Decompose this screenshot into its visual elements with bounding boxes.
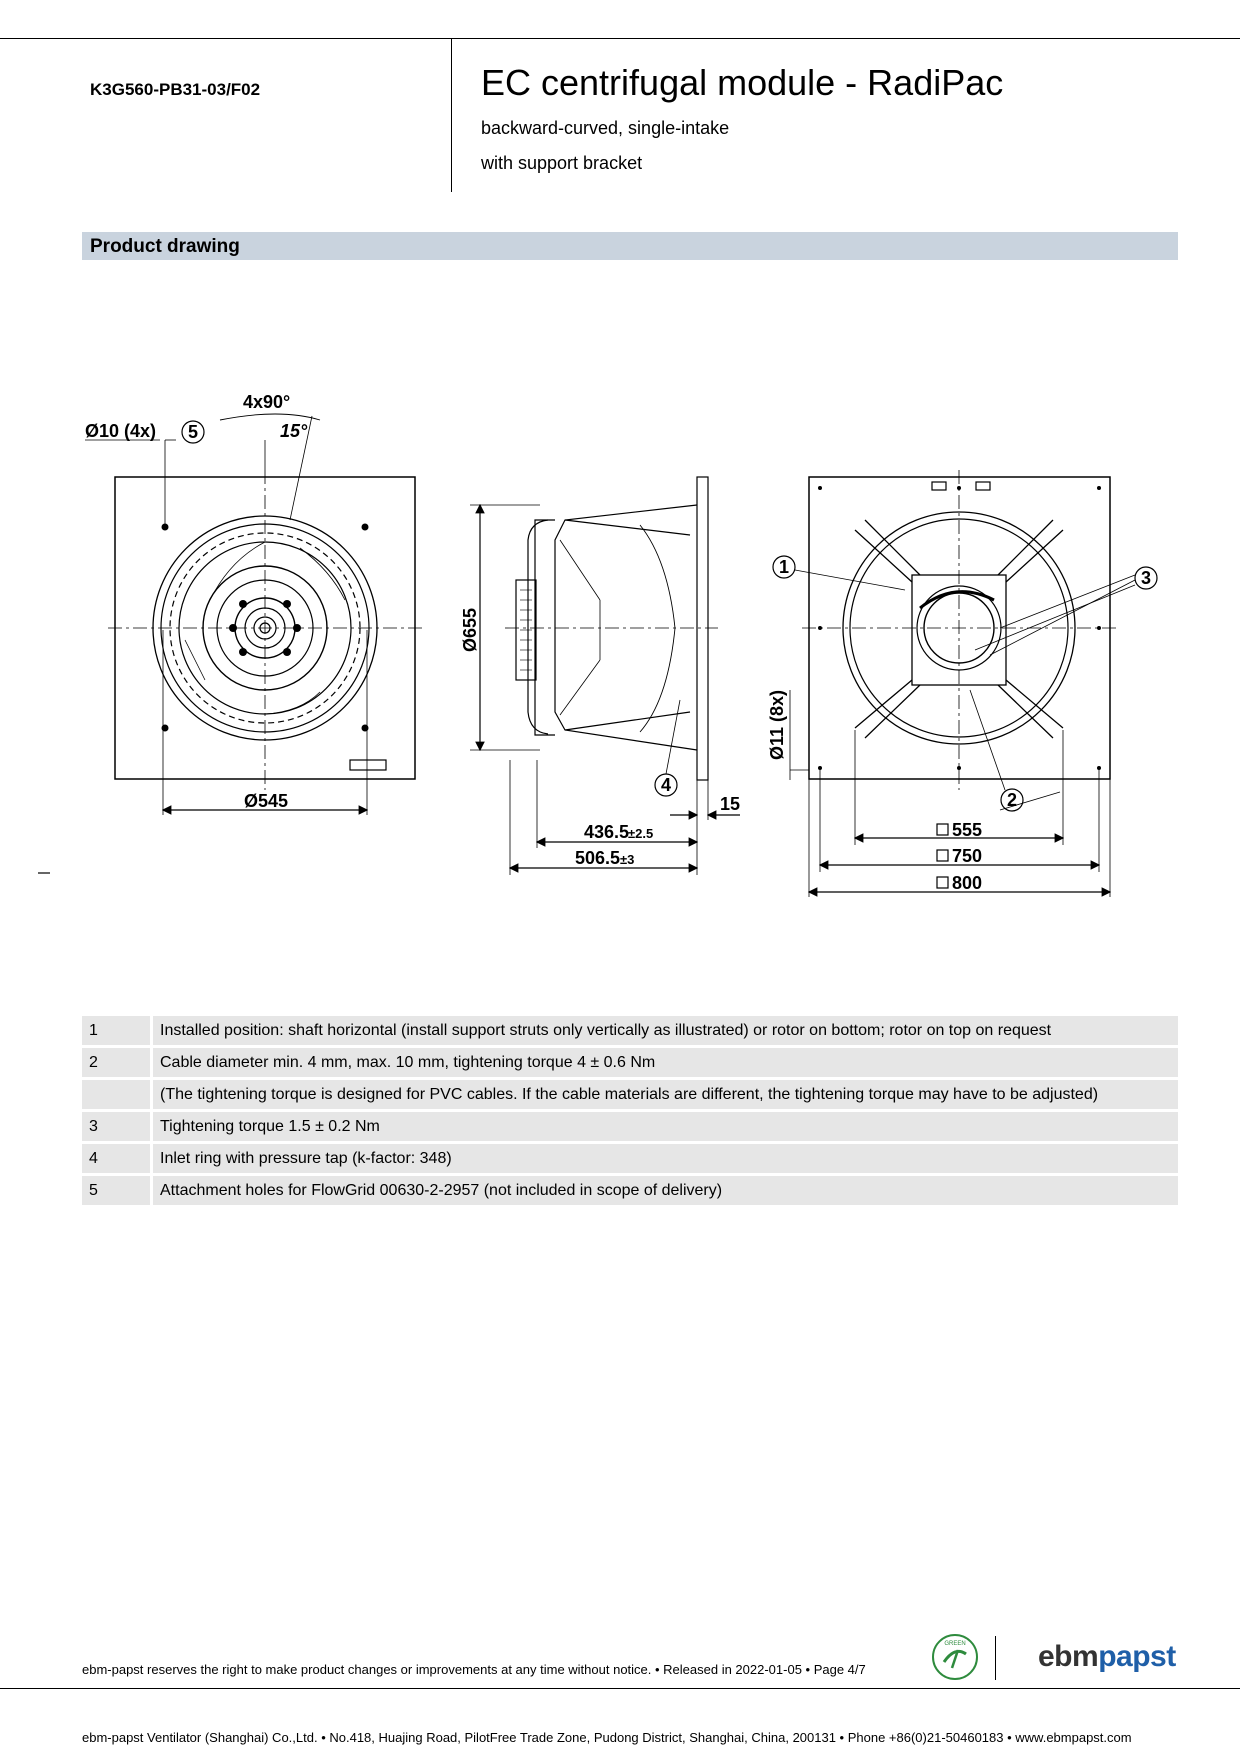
note-number: 1 [82, 1016, 150, 1045]
note-row [82, 1144, 1178, 1173]
note-row [82, 1112, 1178, 1141]
callout-5: 5 [188, 422, 199, 442]
ebmpapst-logo [1038, 1640, 1176, 1674]
note-text: Attachment holes for FlowGrid 00630-2-2957 (not included in scope of delivery) [150, 1176, 1178, 1205]
note-number: 2 [82, 1048, 150, 1077]
note-text: Inlet ring with pressure tap (k-factor: 348) [150, 1144, 1178, 1173]
label-len-15: 15 [720, 794, 741, 814]
note-text: Cable diameter min. 4 mm, max. 10 mm, tightening torque 4 ± 0.6 Nm [150, 1048, 1178, 1077]
notes-table [82, 1013, 1178, 1208]
label-len-506: 506.5 [575, 848, 621, 868]
label-sq-750: 750 [952, 846, 983, 866]
note-row [82, 1016, 1178, 1045]
footer-company: ebm-papst Ventilator (Shanghai) Co.,Ltd. • No.418, Huajing Road, PilotFree Trade Zone, Pudong District, Shanghai, China, 200131 • Phone +86(0)21-50460183 • www.ebmpapst.com [82, 1730, 1132, 1745]
label-dia-545: Ø545 [244, 791, 289, 811]
footer-note: ebm-papst reserves the right to make product changes or improvements at any time without notice. • Released in 2022-01-05 • Page 4/7 [82, 1662, 866, 1677]
callout-2: 2 [1007, 790, 1018, 810]
front-view [85, 414, 422, 815]
label-sq-555: 555 [952, 820, 983, 840]
footer-rule [0, 1688, 1240, 1689]
note-row [82, 1176, 1178, 1205]
label-hole-11: Ø11 (8x) [767, 689, 787, 760]
note-text: Tightening torque 1.5 ± 0.2 Nm [150, 1112, 1178, 1141]
page-title: EC centrifugal module - RadiPac [481, 62, 1004, 103]
label-hole-10: Ø10 (4x) [85, 421, 157, 441]
side-view [470, 477, 740, 875]
subtitle-2: with support bracket [481, 153, 643, 173]
green-intelligence-logo [930, 1632, 980, 1682]
note-text: Installed position: shaft horizontal (install support struts only vertically as illustrated) or rotor on bottom; rotor on top on request [150, 1016, 1178, 1045]
label-dia-655: Ø655 [460, 607, 480, 652]
brand-papst: papst [1098, 1640, 1176, 1673]
note-row [82, 1048, 1178, 1077]
brand-ebm: ebm [1038, 1640, 1099, 1673]
note-text: (The tightening torque is designed for PVC cables. If the cable materials are different, the tightening torque may have to be adjusted) [150, 1080, 1178, 1109]
section-title: Product drawing [90, 236, 240, 257]
label-angle: 4x90° [243, 392, 291, 412]
label-angle-15: 15° [280, 421, 308, 441]
green-logo-text: GREEN [944, 1641, 966, 1647]
model-number: K3G560-PB31-03/F02 [90, 80, 261, 99]
note-number [82, 1080, 150, 1109]
label-tol-506: ±3 [620, 852, 635, 867]
note-number: 5 [82, 1176, 150, 1205]
label-tol-436: ±2.5 [628, 826, 654, 841]
note-number: 4 [82, 1144, 150, 1173]
label-sq-800: 800 [952, 873, 983, 893]
callout-1: 1 [779, 557, 790, 577]
callout-3: 3 [1141, 568, 1152, 588]
note-number: 3 [82, 1112, 150, 1141]
subtitle-1: backward-curved, single-intake [481, 118, 730, 138]
note-row [82, 1080, 1178, 1109]
callout-4: 4 [661, 775, 672, 795]
label-len-436: 436.5 [584, 822, 630, 842]
logo-divider [995, 1636, 996, 1680]
